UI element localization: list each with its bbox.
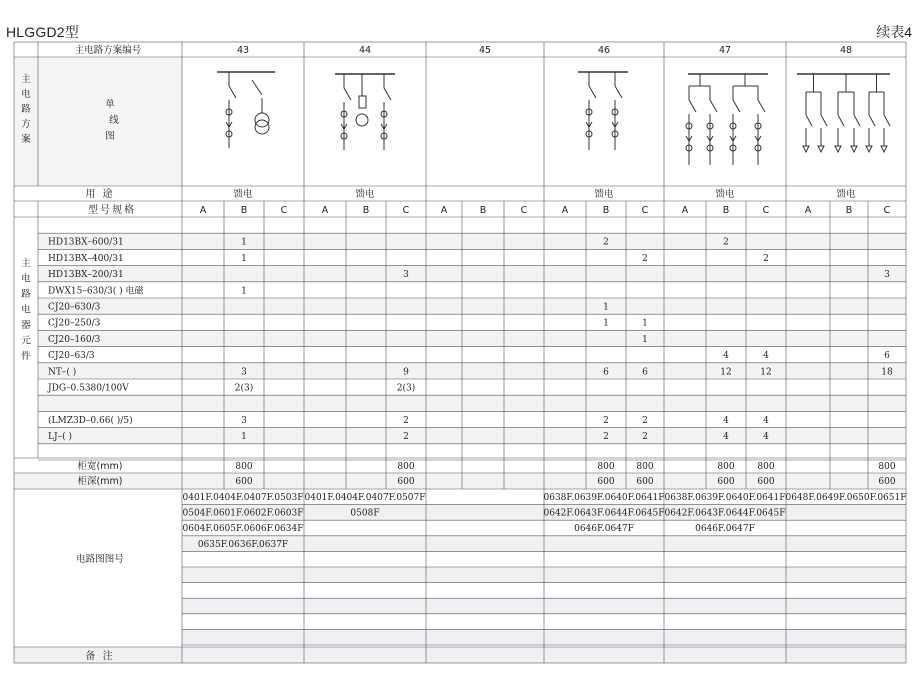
sub-column-label: A bbox=[561, 205, 569, 216]
sub-column-label: B bbox=[845, 205, 853, 216]
component-qty: 2(3) bbox=[234, 383, 254, 394]
component-name: LJ–( ) bbox=[48, 432, 72, 443]
component-qty: 18 bbox=[881, 367, 893, 378]
component-qty: 1 bbox=[603, 302, 609, 313]
scheme-usage: 馈电 bbox=[355, 189, 375, 200]
main-circuit-scheme-label: 案 bbox=[21, 134, 31, 145]
scheme-number: 47 bbox=[718, 45, 732, 56]
component-qty: 2 bbox=[603, 432, 609, 443]
cabinet-width-value: 800 bbox=[235, 462, 253, 472]
sub-column-label: C bbox=[883, 205, 891, 216]
cabinet-width-value: 800 bbox=[878, 462, 896, 472]
scheme-number: 46 bbox=[597, 45, 611, 56]
component-name: CJ20–63/3 bbox=[48, 351, 95, 362]
diagram-number: 0604F.0605F.0606F.0634F bbox=[182, 524, 304, 535]
component-qty: 9 bbox=[403, 367, 409, 378]
scheme-number: 44 bbox=[358, 45, 372, 56]
main-components-label: 器 bbox=[21, 320, 31, 331]
cabinet-width-label: 柜宽(mm) bbox=[77, 461, 123, 472]
component-qty: 2 bbox=[403, 415, 409, 426]
main-components-label: 元 bbox=[21, 335, 31, 347]
cabinet-depth-value: 600 bbox=[235, 477, 253, 487]
sub-column-label: C bbox=[520, 205, 528, 216]
sub-column-label: C bbox=[641, 205, 649, 216]
diagram-number: 0401F.0404F.0407F.0507F bbox=[304, 493, 426, 503]
continued-label: 续表4 bbox=[876, 24, 912, 40]
scheme-usage: 馈电 bbox=[836, 189, 856, 200]
sub-column-label: A bbox=[440, 205, 448, 216]
component-qty: 1 bbox=[241, 237, 247, 248]
component-qty: 3 bbox=[241, 415, 247, 426]
diagram-number: 0401F.0404F.0407F.0503F bbox=[182, 493, 304, 503]
component-name: CJ20–160/3 bbox=[48, 334, 101, 345]
cabinet-depth-value: 600 bbox=[717, 477, 735, 487]
single-line-label: 图 bbox=[105, 131, 115, 142]
component-qty: 1 bbox=[241, 253, 247, 264]
cabinet-width-value: 800 bbox=[597, 462, 615, 472]
component-qty: 1 bbox=[603, 318, 609, 329]
main-components-label: 电 bbox=[21, 273, 31, 285]
sub-column-label: B bbox=[722, 205, 730, 216]
diagram-number: 0504F.0601F.0602F.0603F bbox=[182, 508, 304, 519]
diagram-number: 0646F.0647F bbox=[574, 524, 634, 535]
sub-column-label: A bbox=[681, 205, 689, 216]
diagram-number: 0642F.0643F.0644F.0645F bbox=[664, 508, 786, 519]
sub-column-label: C bbox=[280, 205, 288, 216]
main-circuit-scheme-label: 路 bbox=[21, 104, 31, 115]
component-qty: 4 bbox=[763, 432, 769, 443]
diagram-number: 0635F.0636F.0637F bbox=[197, 539, 289, 550]
component-qty: 1 bbox=[642, 334, 648, 345]
sub-column-label: B bbox=[479, 205, 487, 216]
single-line-label: 线 bbox=[109, 115, 119, 126]
fuse-symbol bbox=[359, 96, 366, 108]
single-line-label: 单 bbox=[105, 99, 115, 110]
sub-column-label: A bbox=[199, 205, 207, 216]
component-qty: 12 bbox=[720, 367, 732, 378]
component-qty: 1 bbox=[241, 286, 247, 297]
main-circuit-scheme-label: 方 bbox=[21, 119, 31, 130]
component-qty: 12 bbox=[760, 367, 772, 378]
component-qty: 4 bbox=[763, 415, 769, 426]
component-qty: 4 bbox=[763, 351, 769, 362]
scheme-usage: 馈电 bbox=[715, 189, 735, 200]
component-qty: 4 bbox=[723, 415, 729, 426]
component-name: NT–( ) bbox=[48, 367, 77, 378]
component-qty: 1 bbox=[241, 432, 247, 443]
cabinet-depth-value: 600 bbox=[757, 477, 775, 487]
cabinet-depth-value: 600 bbox=[636, 477, 654, 487]
cabinet-width-value: 800 bbox=[397, 462, 415, 472]
cabinet-width-value: 800 bbox=[717, 462, 735, 472]
sub-column-label: C bbox=[402, 205, 410, 216]
scheme-number: 48 bbox=[839, 45, 853, 56]
component-name: HD13BX–600/31 bbox=[48, 237, 124, 248]
scheme-no-header: 主电路方案编号 bbox=[74, 45, 142, 56]
cabinet-depth-value: 600 bbox=[878, 477, 896, 487]
component-qty: 2 bbox=[642, 415, 648, 426]
main-components-label: 主 bbox=[21, 258, 31, 269]
component-name: HD13BX–400/31 bbox=[48, 253, 124, 264]
component-qty: 2 bbox=[603, 237, 609, 248]
main-circuit-scheme-label: 主 bbox=[21, 74, 31, 85]
sub-column-label: A bbox=[321, 205, 329, 216]
component-qty: 2 bbox=[642, 253, 648, 264]
component-name: DWX15–630/3( ) 电磁 bbox=[48, 286, 144, 297]
component-qty: 6 bbox=[884, 351, 890, 362]
main-circuit-scheme-label: 电 bbox=[21, 89, 31, 100]
component-name: HD13BX–200/31 bbox=[48, 270, 124, 281]
circuit-diagram-label: 电路图图号 bbox=[76, 554, 124, 565]
scheme-usage: 馈电 bbox=[594, 189, 614, 200]
diagram-number: 0638F.0639F.0640F.0641F bbox=[543, 493, 665, 503]
component-qty: 2(3) bbox=[396, 383, 416, 394]
sub-column-label: C bbox=[762, 205, 770, 216]
model-title: HLGGD2型 bbox=[6, 24, 79, 40]
component-qty: 4 bbox=[723, 432, 729, 443]
sub-column-label: A bbox=[804, 205, 812, 216]
component-qty: 3 bbox=[241, 367, 247, 378]
main-components-label: 电 bbox=[21, 304, 31, 316]
diagram-number: 0648F.0649F.0650F.0651F bbox=[785, 493, 907, 503]
table-shading bbox=[14, 57, 906, 663]
component-qty: 2 bbox=[403, 432, 409, 443]
usage-label: 用 途 bbox=[85, 189, 115, 200]
cabinet-depth-label: 柜深(mm) bbox=[77, 476, 123, 487]
main-components-label: 路 bbox=[21, 289, 31, 300]
component-qty: 6 bbox=[603, 367, 609, 378]
cabinet-width-value: 800 bbox=[636, 462, 654, 472]
component-name: (LMZ3D–0.66( )/5) bbox=[48, 415, 133, 426]
component-name: CJ20–250/3 bbox=[48, 318, 101, 329]
cabinet-width-value: 800 bbox=[757, 462, 775, 472]
scheme-number: 45 bbox=[478, 45, 492, 56]
cabinet-depth-value: 600 bbox=[397, 477, 415, 487]
remarks-label: 备 注 bbox=[85, 651, 115, 662]
component-qty: 3 bbox=[403, 270, 409, 281]
component-name: JDG–0.5380/100V bbox=[48, 383, 129, 394]
sub-column-label: B bbox=[362, 205, 370, 216]
component-qty: 3 bbox=[884, 270, 890, 281]
sub-column-label: B bbox=[240, 205, 248, 216]
diagram-number: 0646F.0647F bbox=[695, 524, 755, 535]
component-qty: 4 bbox=[723, 351, 729, 362]
component-qty: 2 bbox=[642, 432, 648, 443]
component-qty: 2 bbox=[763, 253, 769, 264]
scheme-usage: 馈电 bbox=[233, 189, 253, 200]
diagram-number: 0638F.0639F.0640F.0641F bbox=[664, 493, 786, 503]
component-qty: 2 bbox=[603, 415, 609, 426]
diagram-number: 0642F.0643F.0644F.0645F bbox=[543, 508, 665, 519]
cabinet-depth-value: 600 bbox=[597, 477, 615, 487]
component-name: CJ20–630/3 bbox=[48, 302, 101, 313]
component-qty: 2 bbox=[723, 237, 729, 248]
component-qty: 6 bbox=[642, 367, 648, 378]
scheme-number: 43 bbox=[236, 45, 250, 56]
diagram-number: 0508F bbox=[350, 508, 380, 519]
single-line-diagrams bbox=[217, 72, 890, 165]
spec-label: 型号规格 bbox=[88, 205, 136, 216]
main-components-label: 件 bbox=[21, 351, 31, 362]
component-qty: 1 bbox=[642, 318, 648, 329]
sub-column-label: B bbox=[602, 205, 610, 216]
